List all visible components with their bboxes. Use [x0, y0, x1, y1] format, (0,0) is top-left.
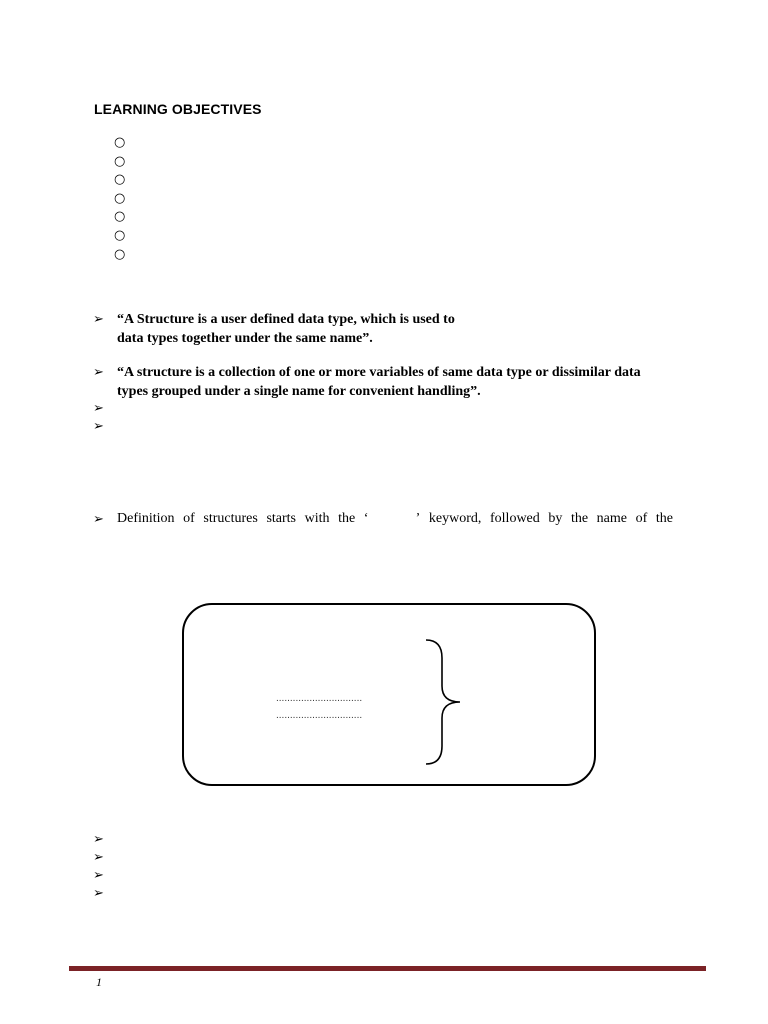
arrow-bullet-icon: ➢ [93, 832, 104, 847]
keyword-definition-line [117, 511, 673, 527]
arrow-bullet-icon: ➢ [93, 365, 104, 380]
word: with [304, 511, 330, 526]
arrow-bullet-icon: ➢ [93, 512, 104, 527]
definition-1-line-1: “A Structure is a user defined data type, which is used to [117, 312, 455, 327]
structure-diagram-box [182, 603, 596, 786]
arrow-bullet-icon: ➢ [93, 868, 104, 883]
word: ’ [415, 511, 421, 526]
arrow-bullet-icon: ➢ [93, 401, 104, 416]
objective-bullet: ○ [114, 154, 126, 169]
objective-bullet: ○ [114, 228, 126, 243]
word: structures [203, 511, 258, 526]
objective-bullet: ○ [114, 247, 126, 262]
member-placeholder-line-2: ............................... [276, 710, 363, 721]
word: of [635, 511, 648, 526]
arrow-bullet-icon: ➢ [93, 312, 104, 327]
word: the [338, 511, 356, 526]
arrow-bullet-icon: ➢ [93, 886, 104, 901]
word: of [183, 511, 195, 526]
objective-bullet: ○ [114, 191, 126, 206]
objective-bullet: ○ [114, 135, 126, 150]
word: the [570, 511, 589, 526]
word: ‘ [363, 511, 369, 526]
learning-objectives-heading: LEARNING OBJECTIVES [94, 101, 262, 117]
word: by [548, 511, 563, 526]
arrow-bullet-icon: ➢ [93, 850, 104, 865]
word: name [596, 511, 627, 526]
word: Definition [117, 511, 175, 526]
word: keyword, [428, 511, 482, 526]
definition-2-line-2: types grouped under a single name for convenient handling”. [117, 384, 481, 399]
objective-bullet: ○ [114, 209, 126, 224]
member-placeholder-line-1: ............................... [276, 693, 363, 704]
word: the [655, 511, 673, 526]
page-number: 1 [96, 975, 102, 989]
objective-bullet: ○ [114, 172, 126, 187]
arrow-bullet-icon: ➢ [93, 419, 104, 434]
footer-rule [69, 966, 706, 971]
word: starts [266, 511, 296, 526]
definition-2-line-1: “A structure is a collection of one or more variables of same data type or dissimilar data [117, 365, 641, 380]
definition-1-line-2: data types together under the same name”. [117, 331, 373, 346]
curly-brace-icon [420, 636, 468, 768]
word: followed [490, 511, 540, 526]
